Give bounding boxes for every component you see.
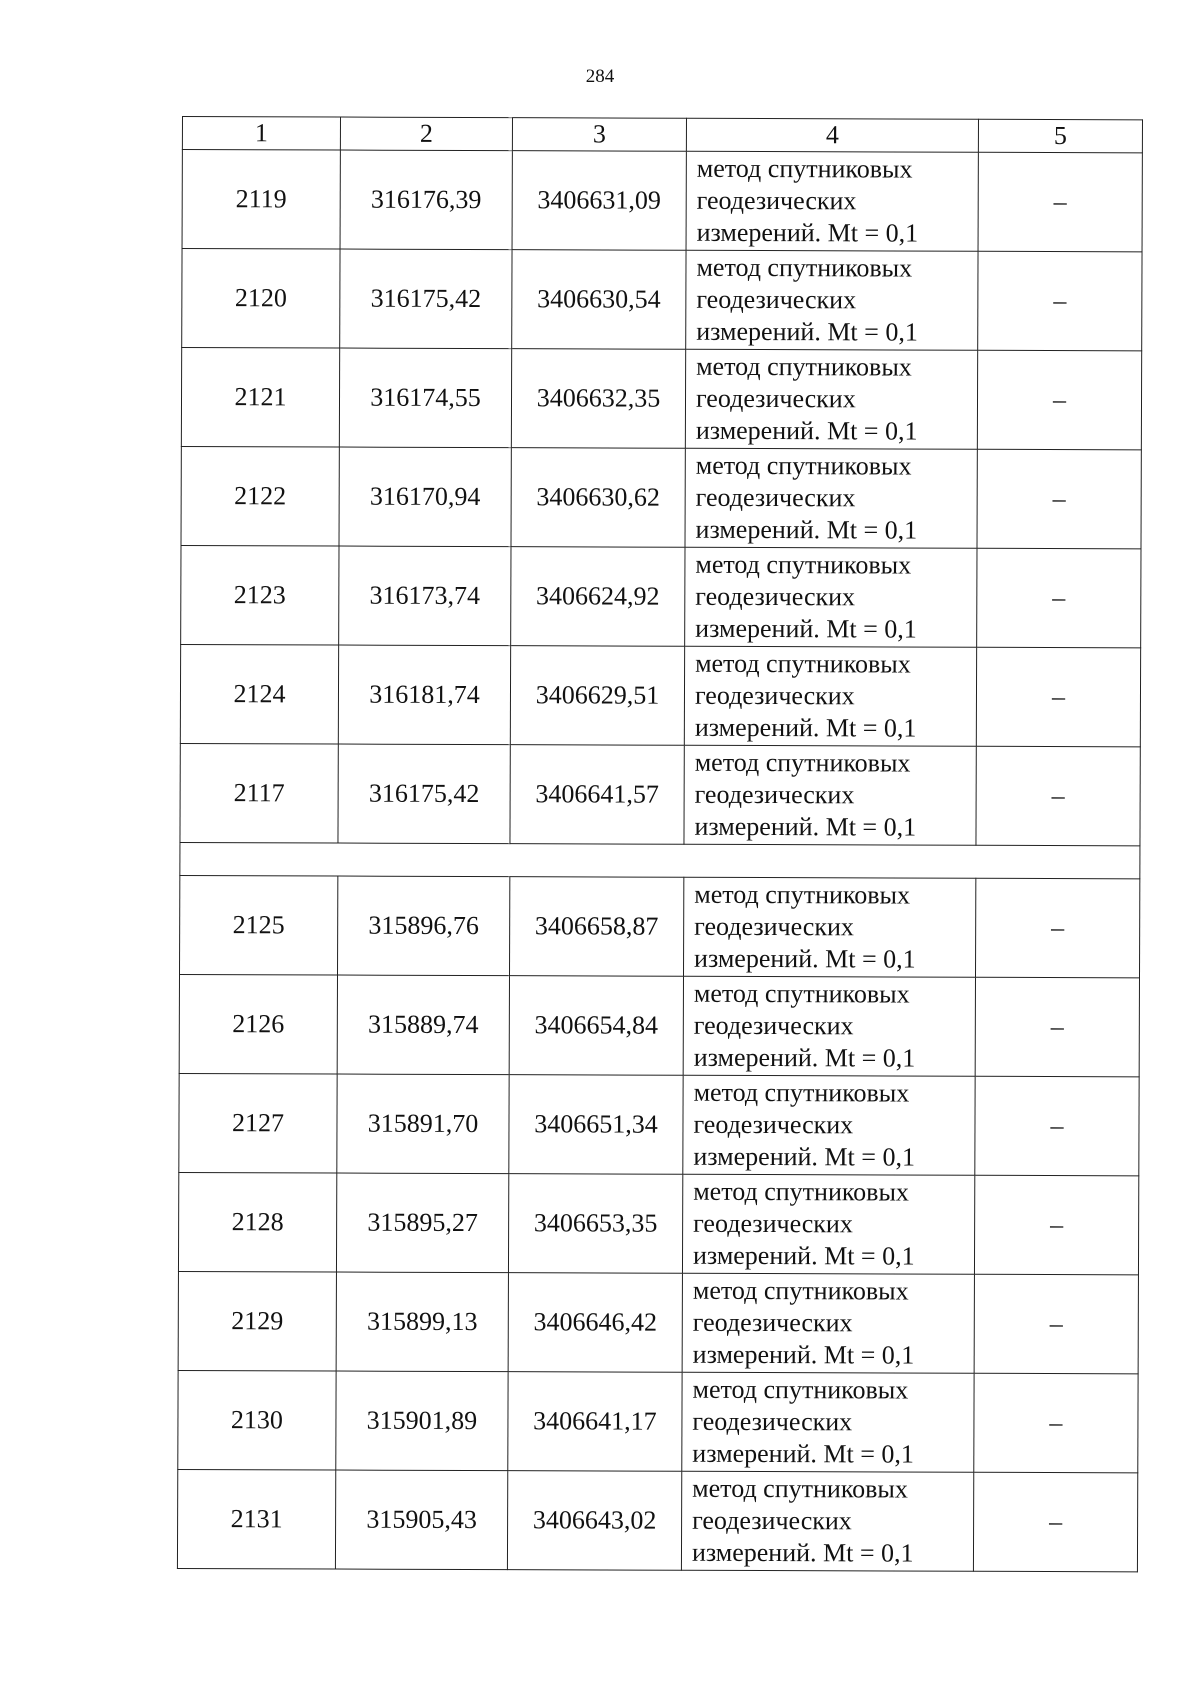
method-cell [683, 976, 975, 1076]
y-coordinate-cell: 3406641,57 [510, 745, 684, 845]
point-number-cell: 2124 [180, 644, 338, 744]
method-cell [684, 745, 976, 845]
x-coordinate-cell: 315905,43 [335, 1470, 507, 1570]
method-cell [684, 877, 976, 977]
y-coordinate-cell: 3406641,17 [508, 1372, 682, 1472]
table-row [182, 249, 1142, 351]
method-line: метод спутниковых [692, 1473, 908, 1504]
y-coordinate-cell: 3406624,92 [511, 547, 685, 647]
method-line: измерений. Mt = 0,1 [695, 415, 918, 446]
method-line: геодезических [694, 779, 855, 810]
method-line: измерений. Mt = 0,1 [691, 1537, 914, 1568]
table-row [178, 1271, 1138, 1373]
table-row [182, 150, 1142, 252]
method-line: геодезических [694, 911, 854, 942]
table-row [181, 446, 1141, 548]
note-cell: – [977, 449, 1141, 549]
page-number: 284 [585, 66, 615, 87]
note-cell: – [976, 647, 1140, 747]
y-coordinate-cell: 3406632,35 [511, 349, 685, 449]
method-line: измерений. Mt = 0,1 [693, 1042, 916, 1073]
note-cell: – [974, 1274, 1138, 1374]
x-coordinate-cell: 316173,74 [339, 546, 511, 646]
y-coordinate-cell: 3406646,42 [508, 1273, 682, 1373]
method-line: метод спутниковых [696, 252, 913, 283]
point-number-cell: 2117 [180, 743, 338, 843]
method-line: измерений. Mt = 0,1 [696, 316, 918, 347]
method-line: геодезических [695, 383, 856, 414]
note-cell: – [977, 350, 1141, 450]
x-coordinate-cell: 315896,76 [338, 876, 510, 976]
y-coordinate-cell: 3406658,87 [510, 877, 684, 977]
x-coordinate-cell: 315899,13 [336, 1272, 508, 1372]
x-coordinate-cell: 316175,42 [340, 249, 512, 349]
method-line: измерений. Mt = 0,1 [692, 1339, 915, 1370]
method-line: измерений. Mt = 0,1 [692, 1240, 915, 1271]
method-cell [686, 250, 978, 350]
note-cell: – [974, 1175, 1138, 1275]
table-row [180, 644, 1140, 746]
method-line: метод спутниковых [693, 978, 910, 1009]
note-cell: – [978, 152, 1142, 252]
method-line: метод спутниковых [695, 549, 912, 580]
table-row [181, 545, 1141, 647]
note-cell: – [975, 977, 1139, 1077]
header-cell-2: 2 [340, 117, 512, 151]
x-coordinate-cell: 316174,55 [339, 348, 511, 448]
x-coordinate-cell: 315891,70 [337, 1074, 509, 1174]
point-number-cell: 2128 [178, 1172, 336, 1272]
method-line: измерений. Mt = 0,1 [692, 1438, 914, 1469]
method-line: метод спутниковых [693, 1077, 910, 1108]
method-line: измерений. Mt = 0,1 [695, 613, 917, 644]
method-cell [681, 1471, 973, 1571]
header-row [182, 117, 1142, 153]
method-line: метод спутниковых [695, 648, 911, 679]
table-row [178, 1370, 1138, 1472]
method-line: измерений. Mt = 0,1 [694, 811, 917, 842]
table-row [180, 743, 1140, 845]
method-line: метод спутниковых [694, 879, 911, 910]
method-cell [682, 1273, 974, 1373]
method-line: геодезических [694, 680, 855, 711]
point-number-cell: 2131 [177, 1469, 335, 1569]
method-line: геодезических [695, 581, 856, 612]
method-cell [683, 1075, 975, 1175]
y-coordinate-cell: 3406630,54 [512, 250, 686, 350]
x-coordinate-cell: 315895,27 [336, 1173, 508, 1273]
y-coordinate-cell: 3406629,51 [510, 646, 684, 746]
header-cell-5: 5 [978, 119, 1142, 153]
method-line: геодезических [692, 1307, 853, 1338]
note-cell: – [977, 548, 1141, 648]
method-cell [685, 349, 977, 449]
table-row [178, 1172, 1138, 1274]
table-row [179, 1073, 1139, 1175]
note-cell: – [974, 1373, 1138, 1473]
point-number-cell: 2126 [179, 974, 337, 1074]
note-cell: – [975, 1076, 1139, 1176]
x-coordinate-cell: 315889,74 [337, 975, 509, 1075]
y-coordinate-cell: 3406630,62 [511, 448, 685, 548]
header-cell-4: 4 [686, 118, 978, 152]
method-line: геодезических [693, 1010, 854, 1041]
method-cell [682, 1372, 974, 1472]
method-cell [685, 547, 977, 647]
method-line: метод спутниковых [692, 1374, 909, 1405]
note-cell: – [976, 746, 1140, 846]
method-cell [684, 646, 976, 746]
note-cell: – [973, 1472, 1137, 1572]
method-line: измерений. Mt = 0,1 [694, 943, 916, 974]
method-line: метод спутниковых [696, 153, 913, 184]
y-coordinate-cell: 3406631,09 [512, 151, 686, 251]
point-number-cell: 2121 [181, 348, 339, 448]
y-coordinate-cell: 3406653,35 [508, 1174, 682, 1274]
method-line: геодезических [696, 284, 857, 315]
method-line: измерений. Mt = 0,1 [695, 514, 918, 545]
method-line: геодезических [696, 185, 857, 216]
method-cell [686, 151, 978, 251]
y-coordinate-cell: 3406654,84 [509, 976, 683, 1076]
table-row [179, 974, 1139, 1076]
method-cell [685, 448, 977, 548]
method-line: метод спутниковых [693, 1176, 910, 1207]
y-coordinate-cell: 3406651,34 [509, 1075, 683, 1175]
method-line: метод спутниковых [695, 450, 912, 481]
point-number-cell: 2129 [178, 1271, 336, 1371]
point-number-cell: 2125 [180, 875, 338, 975]
point-number-cell: 2120 [182, 249, 340, 349]
x-coordinate-cell: 316170,94 [339, 447, 511, 547]
x-coordinate-cell: 316181,74 [338, 645, 510, 745]
method-line: геодезических [693, 1208, 853, 1239]
point-number-cell: 2127 [179, 1073, 337, 1173]
method-line: геодезических [692, 1505, 852, 1536]
method-line: измерений. Mt = 0,1 [694, 712, 917, 743]
method-line: геодезических [695, 482, 856, 513]
point-number-cell: 2130 [178, 1370, 336, 1470]
header-cell-1: 1 [182, 117, 340, 151]
table-row [177, 1469, 1137, 1571]
separator-row [180, 842, 1140, 878]
method-cell [682, 1174, 974, 1274]
header-cell-3: 3 [512, 118, 686, 152]
note-cell: – [978, 251, 1142, 351]
x-coordinate-cell: 316175,42 [338, 744, 510, 844]
note-cell: – [975, 878, 1139, 978]
separator-cell [180, 842, 1140, 878]
method-line: измерений. Mt = 0,1 [693, 1141, 916, 1172]
method-line: метод спутниковых [694, 747, 911, 778]
coordinates-table [177, 116, 1143, 1572]
method-line: измерений. Mt = 0,1 [696, 217, 919, 248]
y-coordinate-cell: 3406643,02 [507, 1471, 681, 1571]
x-coordinate-cell: 316176,39 [340, 150, 512, 250]
method-line: метод спутниковых [696, 351, 912, 382]
x-coordinate-cell: 315901,89 [336, 1371, 508, 1471]
table-row [181, 348, 1141, 450]
method-line: геодезических [692, 1406, 853, 1437]
table-row [180, 875, 1140, 977]
point-number-cell: 2123 [181, 545, 339, 645]
method-line: метод спутниковых [692, 1275, 909, 1306]
point-number-cell: 2119 [182, 150, 340, 250]
point-number-cell: 2122 [181, 446, 339, 546]
method-line: геодезических [693, 1109, 854, 1140]
